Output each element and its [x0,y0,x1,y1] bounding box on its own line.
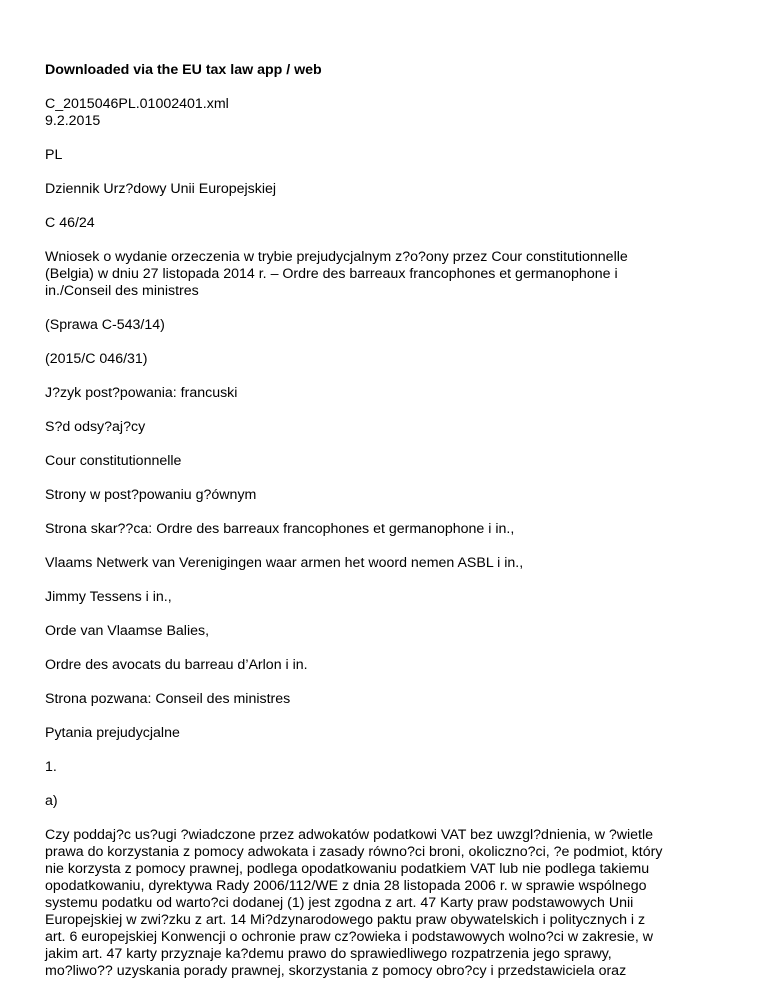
publication-date: 9.2.2015 [45,113,101,129]
page-reference: C 46/24 [45,215,95,231]
download-header: Downloaded via the EU tax law app / web [45,62,322,78]
language-code: PL [45,147,63,163]
applicant-3: Jimmy Tessens i in., [45,589,172,605]
referring-court-label: S?d odsy?aj?cy [45,419,146,435]
file-meta [45,96,745,130]
applicant-4: Orde van Vlaamse Balies, [45,623,210,639]
document-page [45,62,745,997]
defendant: Strona pozwana: Conseil des ministres [45,691,291,707]
question-sub-letter: a) [45,793,58,809]
questions-label: Pytania prejudycjalne [45,725,180,741]
applicant-2: Vlaams Netwerk van Verenigingen waar armen het woord nemen ASBL i in., [45,555,524,571]
request-title: Wniosek o wydanie orzeczenia w trybie prejudycjalnym z?o?ony przez Cour constitutionnelle (Belgia) w dniu 27 listopada 2014 r. – Ordre des barreaux francophones et germanophone i in./Conseil des ministres [45,249,628,299]
referring-court: Cour constitutionnelle [45,453,182,469]
question-number: 1. [45,759,57,775]
applicant-1: Strona skar??ca: Ordre des barreaux francophones et germanophone i in., [45,521,515,537]
file-name: C_2015046PL.01002401.xml [45,96,229,112]
document-number: (2015/C 046/31) [45,351,148,367]
question-text: Czy poddaj?c us?ugi ?wiadczone przez adwokatów podatkowi VAT bez uwzgl?dnienia, w ?wietle prawa do korzystania z pomocy adwokata i zasady równo?ci broni, okoliczno?ci, ?e podmiot, który nie korzysta z pomocy prawnej, podlega opodatkowaniu podatkiem VAT lub nie podlega takiemu opodatkowaniu, dyrektywa Rady 2006/112/WE z dnia 28 listopada 2006 r. w sprawie wspólnego systemu podatku od warto?ci dodanej (1) jest zgodna z art. 47 Karty praw podstawowych Unii Europejskiej w zwi?zku z art. 14 Mi?dzynarodowego paktu praw obywatelskich i politycznych i z art. 6 europejskiej Konwencji o ochronie praw cz?owieka i podstawowych wolno?ci w zakresie, w jakim art. 47 karty przyznaje ka?demu prawo do sprawiedliwego rozpatrzenia jego sprawy, mo?liwo?? uzyskania porady prawnej, skorzystania z pomocy obro?cy i przedstawiciela oraz [45,827,663,979]
proceedings-language: J?zyk post?powania: francuski [45,385,238,401]
case-number: (Sprawa C-543/14) [45,317,165,333]
journal-name: Dziennik Urz?dowy Unii Europejskiej [45,181,277,197]
parties-label: Strony w post?powaniu g?ównym [45,487,257,503]
applicant-5: Ordre des avocats du barreau d’Arlon i in. [45,657,308,673]
